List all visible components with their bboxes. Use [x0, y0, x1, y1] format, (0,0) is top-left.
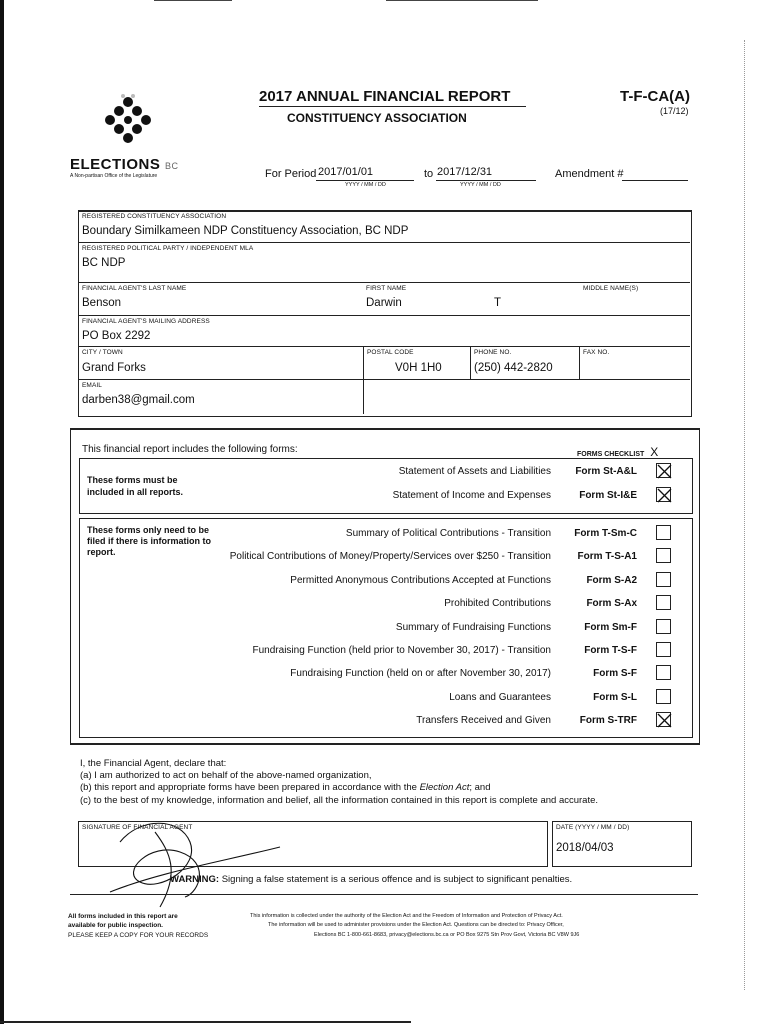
form-checkbox[interactable] — [656, 525, 671, 540]
form-row-code: Form S-A2 — [586, 574, 637, 586]
date-label: DATE (YYYY / MM / DD) — [556, 824, 630, 831]
form-row-code: Form T-S-F — [584, 645, 637, 656]
form-row-code: Form S-TRF — [579, 715, 637, 727]
period-from-line — [316, 180, 414, 181]
address-value[interactable]: PO Box 2292 — [82, 330, 151, 342]
title-underline — [259, 106, 526, 107]
vdiv-postal — [363, 346, 364, 414]
required-note: These forms must be included in all reports. — [87, 475, 184, 497]
email-label: EMAIL — [82, 382, 103, 389]
first-name-label: FIRST NAME — [366, 285, 407, 292]
footer-left-2: available for public inspection. — [68, 922, 163, 929]
form-row-title: Political Contributions of Money/Property/Services over $250 - Transition — [229, 551, 551, 563]
form-row-title: Statement of Income and Expenses — [392, 490, 551, 501]
warning-text: Signing a false statement is a serious offence and is subject to significant penalties. — [221, 874, 573, 885]
logo-text — [70, 156, 179, 173]
divider-2 — [78, 282, 690, 283]
scan-left-border — [0, 0, 4, 1024]
form-row-code: Form Sm-F — [584, 621, 637, 633]
date-value[interactable]: 2018/04/03 — [556, 842, 614, 854]
footer-right-1: This information is collected under the authority of the Election Act and the Freedom of Information and Protection of Privacy Act. — [250, 913, 563, 919]
form-row-title: Permitted Anonymous Contributions Accepted at Functions — [290, 574, 551, 586]
scan-right-edge — [744, 40, 746, 990]
page-subtitle: CONSTITUENCY ASSOCIATION — [287, 111, 467, 125]
period-to-line — [436, 180, 536, 181]
logo-word: ELECTIONS — [70, 156, 161, 173]
middle-name-label: MIDDLE NAME(S) — [583, 285, 639, 292]
vdiv-phone — [470, 346, 471, 379]
form-checkbox[interactable] — [656, 665, 671, 680]
form-row-title: Summary of Political Contributions - Transition — [345, 528, 551, 539]
form-row-code: Form T-Sm-C — [574, 528, 637, 539]
city-label: CITY / TOWN — [82, 349, 123, 356]
divider-5 — [78, 379, 690, 380]
form-checkbox[interactable] — [656, 548, 671, 563]
declaration-b — [80, 782, 491, 793]
postal-value[interactable]: V0H 1H0 — [395, 362, 442, 374]
city-value[interactable]: Grand Forks — [82, 362, 146, 374]
checklist-label-text: FORMS CHECKLIST — [577, 451, 645, 458]
form-row-code: Form St-I&E — [579, 490, 637, 501]
email-value[interactable]: darben38@gmail.com — [82, 394, 195, 406]
declaration-intro: I, the Financial Agent, declare that: — [80, 758, 227, 769]
divider-3 — [78, 315, 690, 316]
footer-left-1: All forms included in this report are — [68, 913, 178, 920]
form-row-title: Fundraising Function (held prior to November 30, 2017) - Transition — [252, 645, 551, 656]
first-name-value[interactable]: Darwin — [366, 297, 402, 309]
period-to-label: to — [424, 168, 434, 180]
scan-bottom-rule — [0, 1021, 411, 1023]
scan-top-rule-right — [386, 0, 538, 1]
period-label: For Period — [265, 168, 317, 180]
optional-note: These forms only need to be filed if there is information to report. — [87, 525, 212, 557]
declaration-a: (a) I am authorized to act on behalf of the above-named organization, — [80, 770, 372, 781]
footer-left-3: PLEASE KEEP A COPY FOR YOUR RECORDS — [68, 932, 209, 939]
party-value[interactable]: BC NDP — [82, 257, 126, 269]
form-row-code: Form T-S-A1 — [577, 551, 637, 563]
form-row-code: Form St-A&L — [575, 466, 637, 477]
period-from[interactable]: 2017/01/01 — [318, 166, 374, 178]
signature-drawing — [100, 812, 300, 912]
form-row-title: Statement of Assets and Liabilities — [398, 466, 551, 477]
declaration-b-text: (b) this report and appropriate forms have been prepared in accordance with the — [80, 782, 420, 793]
vdiv-fax — [579, 346, 580, 379]
forms-intro: This financial report includes the following forms: — [82, 444, 298, 455]
declaration-b-act: Election Act — [419, 782, 470, 793]
logo-tagline: A Non-partisan Office of the Legislature — [70, 173, 158, 179]
last-name-label: FINANCIAL AGENT'S LAST NAME — [82, 285, 187, 292]
divider-4 — [78, 346, 690, 347]
declaration-c: (c) to the best of my knowledge, information and belief, all the information contained in this report is complete and accurate. — [80, 795, 599, 806]
declaration-b-end: ; and — [469, 782, 491, 793]
warning-line — [170, 874, 572, 885]
form-row-title: Loans and Guarantees — [449, 691, 551, 703]
form-row-title: Transfers Received and Given — [416, 715, 551, 727]
fax-label: FAX NO. — [583, 349, 610, 356]
form-row-code: Form S-Ax — [586, 598, 637, 610]
warning-label: WARNING: — [170, 874, 220, 885]
page-title: 2017 ANNUAL FINANCIAL REPORT — [259, 88, 511, 105]
middle-initial-value[interactable]: T — [494, 297, 502, 309]
footer-right-2: The information will be used to administer provisions under the Election Act. Questions can be directed to: Privacy Officer, — [268, 922, 564, 928]
phone-value[interactable]: (250) 442-2820 — [474, 362, 553, 374]
form-checkbox[interactable] — [656, 619, 671, 634]
form-checkbox[interactable] — [656, 572, 671, 587]
form-row-title: Summary of Fundraising Functions — [395, 621, 551, 633]
logo-suffix: BC — [165, 161, 179, 171]
scan-top-rule-left — [154, 0, 232, 1]
address-label: FINANCIAL AGENT'S MAILING ADDRESS — [82, 318, 210, 325]
footer-right-3: Elections BC 1-800-661-8683, privacy@elections.bc.ca or PO Box 9275 Stn Prov Govt, Victoria BC V8W 9J6 — [314, 932, 580, 938]
form-checkbox[interactable] — [656, 689, 671, 704]
divider-1 — [78, 242, 690, 243]
association-value[interactable]: Boundary Similkameen NDP Constituency Association, BC NDP — [82, 225, 409, 237]
forms-checklist-label — [577, 445, 658, 459]
form-checkbox[interactable] — [656, 712, 671, 727]
form-version: (17/12) — [660, 106, 689, 116]
signature-label: SIGNATURE OF FINANCIAL AGENT — [82, 824, 193, 831]
form-row-code: Form S-F — [593, 668, 637, 680]
period-to-format: YYYY / MM / DD — [460, 182, 501, 188]
form-row-title: Prohibited Contributions — [444, 598, 551, 610]
period-from-format: YYYY / MM / DD — [345, 182, 386, 188]
phone-label: PHONE NO. — [474, 349, 512, 356]
form-checkbox[interactable] — [656, 595, 671, 610]
form-checkbox[interactable] — [656, 487, 671, 502]
party-label: REGISTERED POLITICAL PARTY / INDEPENDENT MLA — [82, 245, 254, 252]
footer-divider — [70, 894, 698, 895]
postal-label: POSTAL CODE — [367, 349, 414, 356]
form-row-code: Form S-L — [593, 691, 637, 703]
checklist-mark: X — [650, 445, 659, 459]
form-row-title: Fundraising Function (held on or after November 30, 2017) — [290, 668, 551, 680]
amendment-field[interactable] — [622, 180, 688, 181]
elections-bc-logo — [96, 90, 160, 154]
form-checkbox[interactable] — [656, 463, 671, 478]
last-name-value[interactable]: Benson — [82, 297, 122, 309]
period-to[interactable]: 2017/12/31 — [437, 166, 493, 178]
form-checkbox[interactable] — [656, 642, 671, 657]
association-label: REGISTERED CONSTITUENCY ASSOCIATION — [82, 213, 227, 220]
amendment-label: Amendment # — [555, 168, 624, 180]
form-code: T-F-CA(A) — [620, 88, 690, 105]
